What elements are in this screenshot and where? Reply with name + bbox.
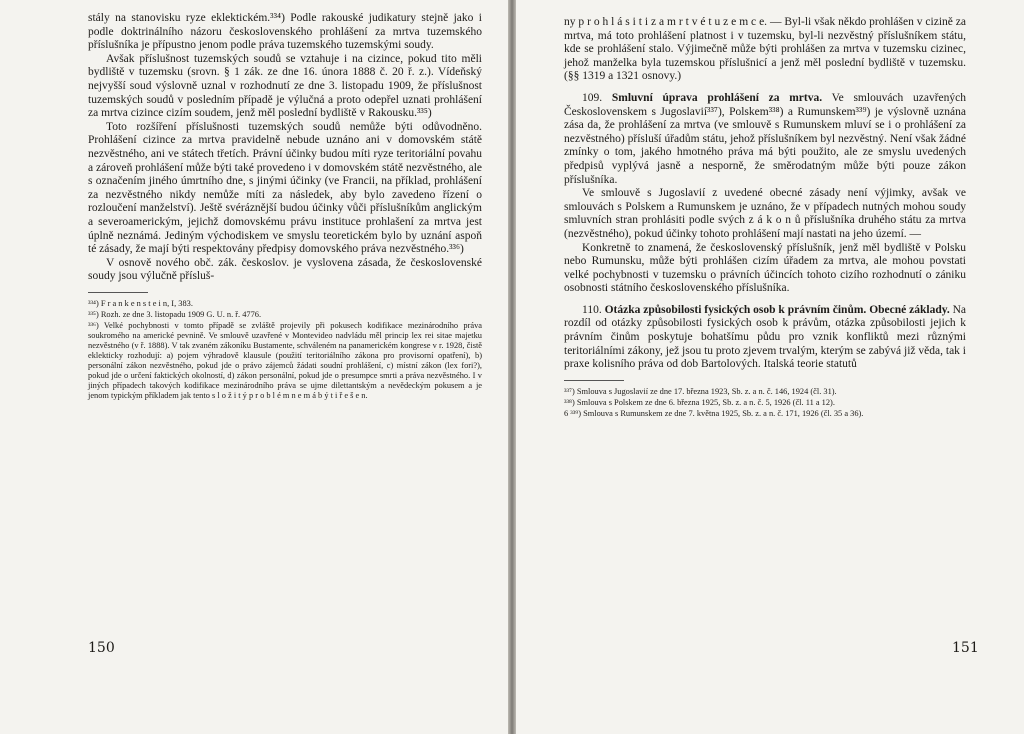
footnote-separator: [564, 380, 624, 381]
section-109-title: Smluvní úprava prohlášení za mrtva.: [611, 91, 823, 104]
left-paragraph-4: V osnově nového obč. zák. českoslov. je vyslovena zásada, že československé soudy jsou výlučně přísluš-: [88, 256, 482, 283]
section-110: [564, 304, 966, 372]
section-109-text: Ve smlouvách uzavřených Československem s Jugoslavií³³⁷), Polskem³³⁸) a Rumunskem³³⁹) je výslovně uznána zása da, že prohlášení za mrtva (ve smlouvě s Rumunskem mluví se i o prohlášení za nezvěstného) přísluší úřadům státu, jehož příslušníkem byl nezvěstný. Není však žádné zmínky o tom, jakého hmotného práva má býti použito, ale ze smyslu uvedených předpisů vyplývá jasně a nesporně, že směrodatným může býti pouze zákon příslušníka.: [564, 91, 967, 186]
left-paragraph-3: Toto rozšíření příslušnosti tuzemských soudů nemůže býti odůvodněno. Prohlášení cizince za mrtva pravidelně nebude uznáno ani v domovském státě nezvěstného, ani ve státech třetích. Právní účinky budou míti ryze teritoriální povahu a zároveň prohlášení může býti také provedeno i v domovském státě nezvěstného, ale s označením jiného úmrtního dne, s jinými účinky (ve Francii, na příklad, prohlášení za nezvěstného nikdy nemůže míti za následek, aby bylo zavedeno řízení o rozloučení manželství). Ještě svéráznější budou účinky vůči příslušníkům anglickým a severoamerickým, jejichž domovskému právu instituce prohlašení za mrtva jest úplně neznámá. Jediným východiskem ve smyslu teoretickém bylo by uznání aspoň té zásady, že mají býti respektovány předpisy domovského práva nezvěstného.³³⁶): [88, 120, 482, 256]
left-paragraph-1: stály na stanovisku ryze eklektickém.³³⁴) Podle rakouské judikatury stejně jako i podle doktrinálního názoru československého prohlášení za mrtva tuzemského příslušníka je přípustno jenom podle práva tuzemského tuzemskými soudy.: [88, 12, 482, 52]
left-page-body: [88, 12, 482, 401]
section-109-number: 109.: [582, 91, 603, 104]
footnote-337: ³³⁷) Smlouva s Jugoslavií ze dne 17. března 1923, Sb. z. a n. č. 146, 1924 (čl. 31).: [564, 386, 837, 396]
section-110-number: 110.: [582, 303, 602, 316]
section-109: [564, 92, 966, 187]
left-page: [0, 0, 508, 734]
section-110-text: Na rozdíl od otázky způsobilosti fysických osob k právům, otázka způsobilosti jejich k právním činům poskytuje bohatšímu půdu pro vznik konfliktů mezi různými teritoriálními zákony, jež jsou tu proto zjevem trvalým, kterým se zabývá již věda, tak i praxe kolisního práva od dob Bartolových. Italská teorie statutů: [564, 303, 966, 371]
right-paragraph-109b-2: Konkretně to znamená, že československý příslušník, jenž měl bydliště v Polsku nebo Rumunsku, může býti prohlášen cizím úřadem za mrtva, ale mohou povstati velké pochybnosti v tuzemsku o právních účincích tohoto cizího rozhodnutí o zániku osobnosti státního československého příslušníka.: [564, 241, 966, 295]
section-110-title: Otázka způsobilosti fysických osob k právním činům. Obecné základy.: [604, 303, 950, 316]
footnote-336: ³³⁶) Velké pochybnosti v tomto případě se zvláště projevily při pokusech kodifikace mezinárodního práva soukromého na americké pevnině. Ve smlouvě uzavřené v Montevideo nadvládu měl princip lex rei sitae majetku nezvěstného (v ř. 1888). V tak zvaném zákoníku Bustamente, schváleném na panamerickém kongrese v r. 1928, čistě eklekticky rozhodují: a) pojem výhradově klausule (použití teritoriálního zákona pro provisorní opatření), b) personální zákon nezvěstného, pokud jde o právo zájemců žádati soudní prohlášení, c) místní zákon (lex fori?), pokud jde o určení faktických okolností, d) zákon personální, pokud jde o presumpce smrti a práva nezvěstného. I v jiných případech takových kodifikace mezinárodního práva se ujme dilettantským a nevědeckým pokusem a je jenom typickým příkladem jak tento s l o ž i t ý p r o b l é m n e m á b ý t i ř e š e n.: [88, 320, 482, 400]
footnote-335: ³³⁵) Rozh. ze dne 3. listopadu 1909 G. U. n. ř. 4776.: [88, 309, 262, 319]
page-number-left: 150: [88, 640, 115, 656]
right-page-body: [564, 16, 966, 419]
footnote-338: ³³⁸) Smlouva s Polskem ze dne 6. března 1925, Sb. z. a n. č. 5, 1926 (čl. 11 a 12).: [564, 397, 835, 407]
book-gutter: [508, 0, 516, 734]
footnote-339: 6 ³³⁹) Smlouva s Rumunskem ze dne 7. května 1925, Sb. z. a n. č. 171, 1926 (čl. 35 a 36).: [564, 408, 864, 418]
footnote-334: ³³⁴) F r a n k e n s t e i n, I, 383.: [88, 298, 193, 308]
footnote-separator: [88, 292, 148, 293]
right-page: [516, 0, 1024, 734]
page-number-right: 151: [952, 640, 979, 656]
left-paragraph-2: Avšak příslušnost tuzemských soudů se vztahuje i na cizince, pokud tito měli bydliště v tuzemsku (srovn. § 1 zák. ze dne 16. února 1888 č. 20 ř. z.). Vídeňský nejvyšší soud výslovně uznal v rozhodnutí ze dne 3. listopadu 1909, že příslušnost tuzemských soudů v posledním případě je výlučná a proto odepřel uznati prohlášení za mrtva cizince cizím soudem, jenž měl poslední bydliště v Rakousku.³³⁵): [88, 52, 482, 120]
right-paragraph-109b-1: Ve smlouvě s Jugoslavií z uvedené obecné zásady není výjimky, avšak ve smlouvách s Polskem a Rumunskem je uznáno, že v případech nutných mohou soudy smluvních stran prohlásiti podle svých z á k o n ů příslušníka druhého státu za mrtva (nezvěstného), pokud účinky tohoto prohlášení mají nastati na jeho území. —: [564, 187, 966, 240]
right-paragraph-1: ny p r o h l á s i t i z a m r t v é t u z e m c e. — Byl-li však někdo prohlášen v cizině za mrtva, má toto prohlášení platnost i v tuzemsku, byl-li nezvěstný příslušníkem státu, kde se prohlášení stalo. Výjimečně může býti prohlášen za mrtva v tuzemsku cizinec, jehož manželka byla tuzemskou příslušnicí a jenž měl poslední bydliště v tuzemsku. (§§ 1319 a 1321 osnovy.): [564, 16, 966, 83]
